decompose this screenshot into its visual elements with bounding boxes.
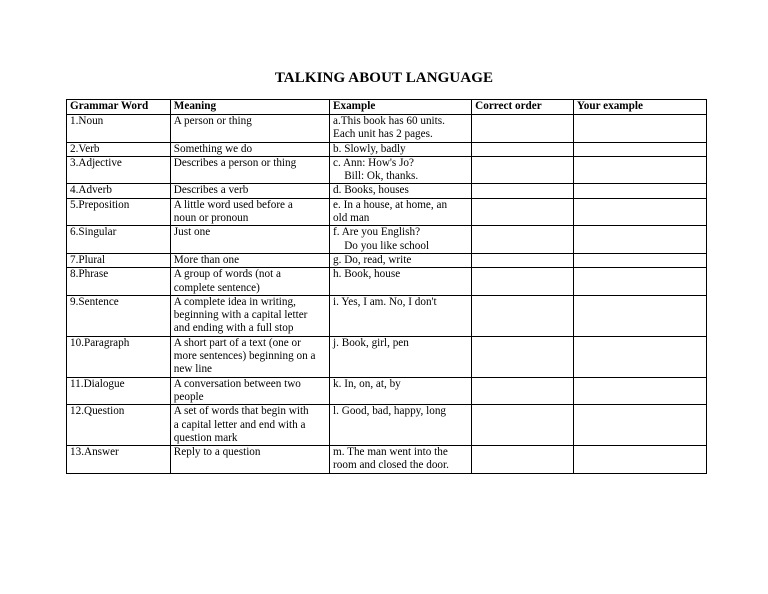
grammar-word-cell: 11.Dialogue [67,377,171,405]
your-example-cell[interactable] [573,405,706,446]
example-cell-line: f. Are you English? [333,226,421,239]
meaning-cell-line: new line [173,363,213,376]
meaning-cell [170,115,329,143]
table-row [67,156,707,184]
example-cell [330,405,472,446]
correct-order-cell[interactable] [472,142,574,156]
meaning-cell [170,446,329,474]
grammar-word-cell: 6.Singular [67,226,171,254]
example-cell [330,184,472,198]
grammar-word-cell: 12.Question [67,405,171,446]
your-example-cell[interactable] [573,115,706,143]
meaning-cell-line: More than one [173,253,240,266]
table-row [67,115,707,143]
grammar-word-cell: 7.Plural [67,253,171,267]
meaning-cell-line: A conversation between two [173,377,301,390]
meaning-cell [170,142,329,156]
example-cell [330,253,472,267]
your-example-cell[interactable] [573,336,706,377]
meaning-cell [170,377,329,405]
grammar-word-cell: 9.Sentence [67,295,171,336]
your-example-cell[interactable] [573,253,706,267]
meaning-cell-line: beginning with a capital letter [173,309,308,322]
your-example-cell[interactable] [573,377,706,405]
page-title: TALKING ABOUT LANGUAGE [274,70,494,86]
table-row [67,253,707,267]
example-cell-line: k. In, on, at, by [333,377,401,390]
correct-order-cell[interactable] [472,336,574,377]
your-example-cell[interactable] [573,142,706,156]
meaning-cell-line: A little word used before a [173,198,293,211]
example-cell [330,336,472,377]
table-row [67,377,707,405]
meaning-cell [170,226,329,254]
example-cell [330,156,472,184]
meaning-cell [170,156,329,184]
header-row [67,100,707,115]
example-cell-line: g. Do, read, write [333,253,412,266]
meaning-cell-line: Something we do [173,142,253,155]
example-cell-line: m. The man went into the [333,446,448,459]
correct-order-cell[interactable] [472,405,574,446]
example-cell-line: Bill: Ok, thanks. [333,170,419,183]
example-cell-line: a.This book has 60 units. [333,115,445,127]
header-correct-order: Correct order [472,100,574,115]
meaning-cell [170,295,329,336]
example-cell [330,198,472,226]
header-grammar-word: Grammar Word [67,100,171,115]
meaning-cell-line: question mark [173,431,238,444]
example-cell [330,115,472,143]
meaning-cell-line: Reply to a question [173,446,261,459]
example-cell [330,226,472,254]
your-example-cell[interactable] [573,184,706,198]
table-row [67,226,707,254]
example-cell [330,295,472,336]
table-row [67,268,707,296]
correct-order-cell[interactable] [472,295,574,336]
meaning-cell-line: Describes a person or thing [173,156,297,169]
meaning-cell-line: A short part of a text (one or [173,336,301,349]
correct-order-cell[interactable] [472,377,574,405]
correct-order-cell[interactable] [472,226,574,254]
your-example-cell[interactable] [573,156,706,184]
meaning-cell-line: A person or thing [173,115,252,127]
grammar-word-cell: 8.Phrase [67,268,171,296]
correct-order-cell[interactable] [472,184,574,198]
example-cell-line: b. Slowly, badly [333,142,406,155]
table-body [67,115,707,474]
meaning-cell-line: A group of words (not a [173,268,281,281]
grammar-word-cell: 13.Answer [67,446,171,474]
meaning-cell-line: complete sentence) [173,281,260,294]
meaning-cell-line: Just one [173,226,211,239]
table-row [67,295,707,336]
meaning-cell [170,184,329,198]
table-row [67,405,707,446]
meaning-cell-line: more sentences) beginning on a [173,350,316,363]
correct-order-cell[interactable] [472,198,574,226]
header-your-example: Your example [573,100,706,115]
meaning-cell-line: A set of words that begin with [173,405,309,418]
meaning-cell [170,253,329,267]
your-example-cell[interactable] [573,226,706,254]
example-cell-line: j. Book, girl, pen [333,336,409,349]
meaning-cell [170,336,329,377]
example-cell [330,142,472,156]
grammar-word-cell: 5.Preposition [67,198,171,226]
grammar-word-cell: 2.Verb [67,142,171,156]
your-example-cell[interactable] [573,268,706,296]
your-example-cell[interactable] [573,295,706,336]
table-row [67,184,707,198]
grammar-word-cell: 1.Noun [67,115,171,143]
table-row [67,142,707,156]
table-row [67,198,707,226]
grammar-word-cell: 3.Adjective [67,156,171,184]
example-cell-line: i. Yes, I am. No, I don't [333,295,437,308]
meaning-cell-line: noun or pronoun [173,212,249,225]
header-meaning: Meaning [170,100,329,115]
meaning-cell-line: and ending with a full stop [173,322,294,335]
example-cell-line: Do you like school [333,239,430,252]
your-example-cell[interactable] [573,198,706,226]
example-cell [330,377,472,405]
example-cell-line: e. In a house, at home, an [333,198,448,211]
meaning-cell [170,268,329,296]
grammar-word-cell: 4.Adverb [67,184,171,198]
table-row [67,336,707,377]
meaning-cell-line: people [173,390,204,403]
correct-order-cell[interactable] [472,268,574,296]
correct-order-cell[interactable] [472,253,574,267]
your-example-cell[interactable] [573,446,706,474]
meaning-cell-line: a capital letter and end with a [173,418,306,431]
correct-order-cell[interactable] [472,156,574,184]
meaning-cell [170,198,329,226]
grammar-table [66,99,707,474]
meaning-cell-line: A complete idea in writing, [173,295,296,308]
correct-order-cell[interactable] [472,115,574,143]
example-cell-line: old man [333,212,370,225]
example-cell-line: h. Book, house [333,268,401,281]
example-cell-line: room and closed the door. [333,459,449,472]
example-cell-line: c. Ann: How's Jo? [333,156,414,169]
example-cell [330,446,472,474]
example-cell-line: Each unit has 2 pages. [333,128,433,141]
example-cell-line: l. Good, bad, happy, long [333,405,447,418]
example-cell-line: d. Books, houses [333,184,409,197]
table-row [67,446,707,474]
correct-order-cell[interactable] [472,446,574,474]
example-cell [330,268,472,296]
meaning-cell [170,405,329,446]
grammar-word-cell: 10.Paragraph [67,336,171,377]
meaning-cell-line: Describes a verb [173,184,249,197]
header-example: Example [330,100,472,115]
